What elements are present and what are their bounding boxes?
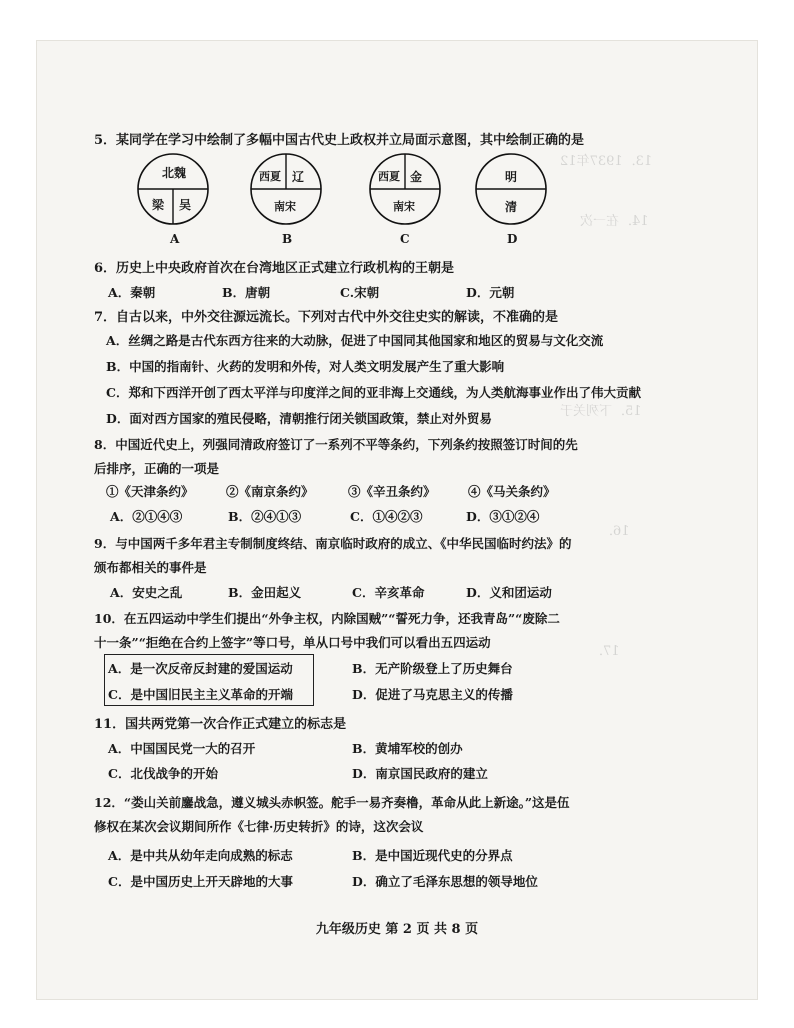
region-label: 西夏 <box>259 170 281 183</box>
question-10-stem: 10．在五四运动中学生们提出“外争主权，内除国贼”“誓死力争，还我青岛”“废除二 <box>94 611 560 626</box>
question-10-option-a: A．是一次反帝反封建的爱国运动 <box>108 661 293 676</box>
question-8-item-3: ③《辛丑条约》 <box>348 484 436 499</box>
region-label: 北魏 <box>162 166 187 180</box>
question-8-option-d: D．③①②④ <box>466 509 540 524</box>
question-8-item-2: ②《南京条约》 <box>226 484 314 499</box>
bleed-through-text: 16． <box>600 524 630 539</box>
diagram-letter: D <box>507 232 518 246</box>
question-7-option-b: B．中国的指南针、火药的发明和外传，对人类文明发展产生了重大影响 <box>106 359 505 374</box>
question-8-option-a: A．②①④③ <box>110 509 183 524</box>
region-label: 清 <box>505 200 518 214</box>
question-9-stem: 9．与中国两千多年君主专制制度终结、南京临时政府的成立、《中华民国临时约法》的 <box>94 536 572 551</box>
region-label: 辽 <box>292 170 305 184</box>
question-10-option-d: D．促进了马克思主义的传播 <box>352 687 513 702</box>
question-6-option-d: D．元朝 <box>466 285 515 300</box>
diagram-letter: B <box>282 232 293 246</box>
region-label: 吴 <box>179 198 192 212</box>
question-10-stem-cont: 十一条”“拒绝在合约上签字”等口号，单从口号中我们可以看出五四运动 <box>94 635 491 650</box>
question-6-option-b: B．唐朝 <box>222 285 271 300</box>
bleed-through-text: 15．下列关于 <box>560 404 642 419</box>
question-12-option-d: D．确立了毛泽东思想的领导地位 <box>352 874 538 889</box>
region-label: 西夏 <box>378 170 400 183</box>
question-7-option-d: D．面对西方国家的殖民侵略，清朝推行闭关锁国政策，禁止对外贸易 <box>106 411 492 426</box>
question-12-option-b: B．是中国近现代史的分界点 <box>352 848 513 863</box>
question-9-stem-cont: 颁布都相关的事件是 <box>94 560 207 575</box>
question-11-option-a: A．中国国民党一大的召开 <box>108 741 256 756</box>
question-8-stem-cont: 后排序，正确的一项是 <box>94 461 220 476</box>
question-11-option-c: C．北伐战争的开始 <box>108 766 218 781</box>
region-label: 明 <box>505 170 518 184</box>
diagram-c <box>368 150 442 228</box>
question-12-stem-cont: 修权在某次会议期间所作《七律·历史转折》的诗，这次会议 <box>94 819 424 834</box>
question-12-option-c: C．是中国历史上开天辟地的大事 <box>108 874 293 889</box>
question-7-option-c: C．郑和下西洋开创了西太平洋与印度洋之间的亚非海上交通线，为人类航海事业作出了伟大贡献 <box>106 385 641 400</box>
question-7-stem: 7．自古以来，中外交往源远流长。下列对古代中外交往史实的解读，不准确的是 <box>94 310 559 325</box>
bleed-through-text: 13．1937年12 <box>560 154 653 169</box>
question-7-option-a: A．丝绸之路是古代东西方往来的大动脉，促进了中国同其他国家和地区的贸易与文化交流 <box>106 333 604 348</box>
bleed-through-text: 14．在一次 <box>580 214 649 229</box>
region-label: 金 <box>410 170 423 184</box>
diagram-b <box>249 150 323 228</box>
question-9-option-a: A．安史之乱 <box>110 585 183 600</box>
page-footer: 九年级历史 第 2 页 共 8 页 <box>315 922 479 937</box>
question-10-option-b: B．无产阶级登上了历史舞台 <box>352 661 513 676</box>
question-11-option-b: B．黄埔军校的创办 <box>352 741 463 756</box>
bleed-through-text: 17． <box>590 644 620 659</box>
region-label: 南宋 <box>274 200 296 213</box>
diagram-a <box>136 150 210 228</box>
question-9-option-d: D．义和团运动 <box>466 585 552 600</box>
question-9-option-c: C．辛亥革命 <box>352 585 425 600</box>
question-9-option-b: B．金田起义 <box>228 585 302 600</box>
diagram-letter: A <box>170 232 180 246</box>
diagram-d <box>474 150 548 228</box>
question-8-item-1: ①《天津条约》 <box>106 484 194 499</box>
question-8-option-c: C．①④②③ <box>350 509 423 524</box>
question-6-option-a: A．秦朝 <box>108 285 156 300</box>
region-label: 梁 <box>152 198 165 212</box>
diagram-letter: C <box>400 232 410 246</box>
question-12-option-a: A．是中共从幼年走向成熟的标志 <box>108 848 293 863</box>
question-8-item-4: ④《马关条约》 <box>468 484 556 499</box>
question-8-stem: 8．中国近代史上，列强同清政府签订了一系列不平等条约，下列条约按照签订时间的先 <box>94 437 578 452</box>
question-10-option-c: C．是中国旧民主主义革命的开端 <box>108 687 293 702</box>
question-5-stem: 5．某同学在学习中绘制了多幅中国古代史上政权并立局面示意图，其中绘制正确的是 <box>94 133 585 148</box>
question-11-stem: 11．国共两党第一次合作正式建立的标志是 <box>94 717 347 732</box>
question-6-stem: 6．历史上中央政府首次在台湾地区正式建立行政机构的王朝是 <box>94 261 455 276</box>
question-6-option-c: C.宋朝 <box>340 285 380 300</box>
question-11-option-d: D．南京国民政府的建立 <box>352 766 488 781</box>
question-12-stem: 12．“娄山关前鏖战急，遵义城头赤帜签。舵手一易齐奏橹，革命从此上新途。”这是伍 <box>94 795 570 810</box>
region-label: 南宋 <box>393 200 415 213</box>
question-8-option-b: B．②④①③ <box>228 509 302 524</box>
